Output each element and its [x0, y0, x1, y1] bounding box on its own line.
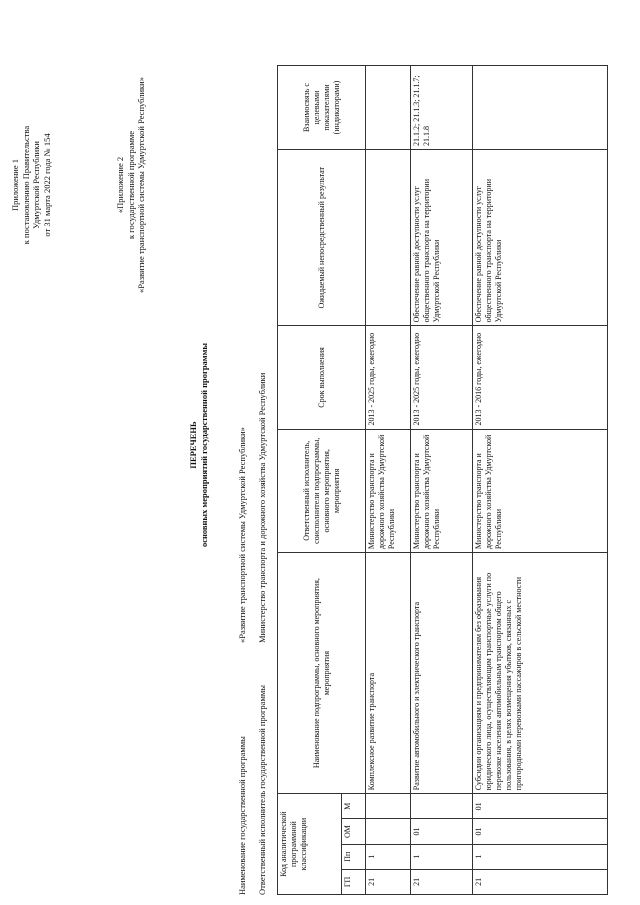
cell-om [366, 819, 411, 844]
header-name: Наименование подпрограммы, основного мероприятия, мероприятия [278, 553, 366, 794]
activities-table [277, 65, 608, 895]
table-header-row [278, 66, 342, 895]
cell-name: Субсидии организациям и предпринимателям без образования юридического лица, осуществляющим транспортные услуги по перевозке населения автомобильным транспортом общего пользования, в целях возмещения убытков, связанных с пригородными перевозками пассажиров в сельской местности [473, 553, 608, 794]
title-main: ПЕРЕЧЕНЬ [188, 421, 198, 469]
appendix-2-line-1: «Приложение 2 [115, 156, 125, 214]
cell-result: Обеспечение равной доступности услуг общественного транспорта на территории Удмуртской Республики [411, 150, 473, 326]
table-row [366, 66, 411, 895]
cell-executor: Министерство транспорта и дорожного хозяйства Удмуртской Республики [366, 429, 411, 553]
cell-om: 01 [473, 819, 608, 844]
cell-m [366, 794, 411, 819]
appendix-1-line-2: к постановлению Правительства [20, 125, 31, 245]
table-row [473, 66, 608, 895]
cell-gp: 21 [473, 869, 608, 894]
cell-name: Развитие автомобильного и электрического транспорта [411, 553, 473, 794]
appendix-1-line-4: от 31 марта 2022 года № 154 [41, 133, 52, 237]
header-gp: ГП [342, 869, 366, 894]
cell-m [411, 794, 473, 819]
header-om: ОМ [342, 819, 366, 844]
cell-name: Комплексное развитие транспорта [366, 553, 411, 794]
cell-link [366, 66, 411, 150]
program-name-value: «Развитие транспортной системы Удмуртской Республики» [237, 427, 247, 643]
cell-link [473, 66, 608, 150]
cell-result: Обеспечение равной доступности услуг общественного транспорта на территории Удмуртской Республики [473, 150, 608, 326]
appendix-1-line-1: Приложение 1 [10, 159, 20, 211]
title-sub: основных мероприятий государственной программы [198, 342, 209, 548]
program-name-label: Наименование государственной программы [237, 736, 247, 895]
cell-pp: 1 [473, 844, 608, 869]
appendix-1-block [10, 25, 52, 345]
cell-link: 21.1.2; 21.1.3; 21.1.7; 21.1.8 [411, 66, 473, 150]
program-executor-value: Министерство транспорта и дорожного хозяйства Удмуртской Республики [257, 372, 267, 643]
header-link: Взаимосвязь с целевыми показателями (индикаторами) [278, 66, 366, 150]
appendix-1-line-3: Удмуртской Республики [31, 141, 41, 229]
cell-om: 01 [411, 819, 473, 844]
header-code-group: Код аналитической программной классификации [278, 794, 342, 895]
cell-pp: 1 [366, 844, 411, 869]
appendix-2-block [115, 25, 147, 345]
cell-term: 2013 - 2025 годы, ежегодно [411, 326, 473, 429]
program-executor-label: Ответственный исполнитель государственной программы [257, 685, 267, 895]
cell-m: 01 [473, 794, 608, 819]
cell-result [366, 150, 411, 326]
appendix-2-line-3: «Развитие транспортной системы Удмуртской Республики» [136, 77, 146, 293]
cell-term: 2013 - 2025 годы, ежегодно [366, 326, 411, 429]
cell-executor: Министерство транспорта и дорожного хозяйства Удмуртской Республики [411, 429, 473, 553]
cell-executor: Министерство транспорта и дорожного хозяйства Удмуртской Республики [473, 429, 608, 553]
appendix-2-line-2: к государственной программе [125, 130, 136, 240]
table-row [411, 66, 473, 895]
header-pp: Пп [342, 844, 366, 869]
header-executor: Ответственный исполнитель, соисполнители подпрограммы, основного мероприятия, мероприятия [278, 429, 366, 553]
header-term: Срок выполнения [278, 326, 366, 429]
header-result: Ожидаемый непосредственный результат [278, 150, 366, 326]
header-m: М [342, 794, 366, 819]
cell-pp: 1 [411, 844, 473, 869]
cell-gp: 21 [411, 869, 473, 894]
document-title [188, 295, 209, 595]
cell-term: 2013 - 2016 годы, ежегодно [473, 326, 608, 429]
cell-gp: 21 [366, 869, 411, 894]
